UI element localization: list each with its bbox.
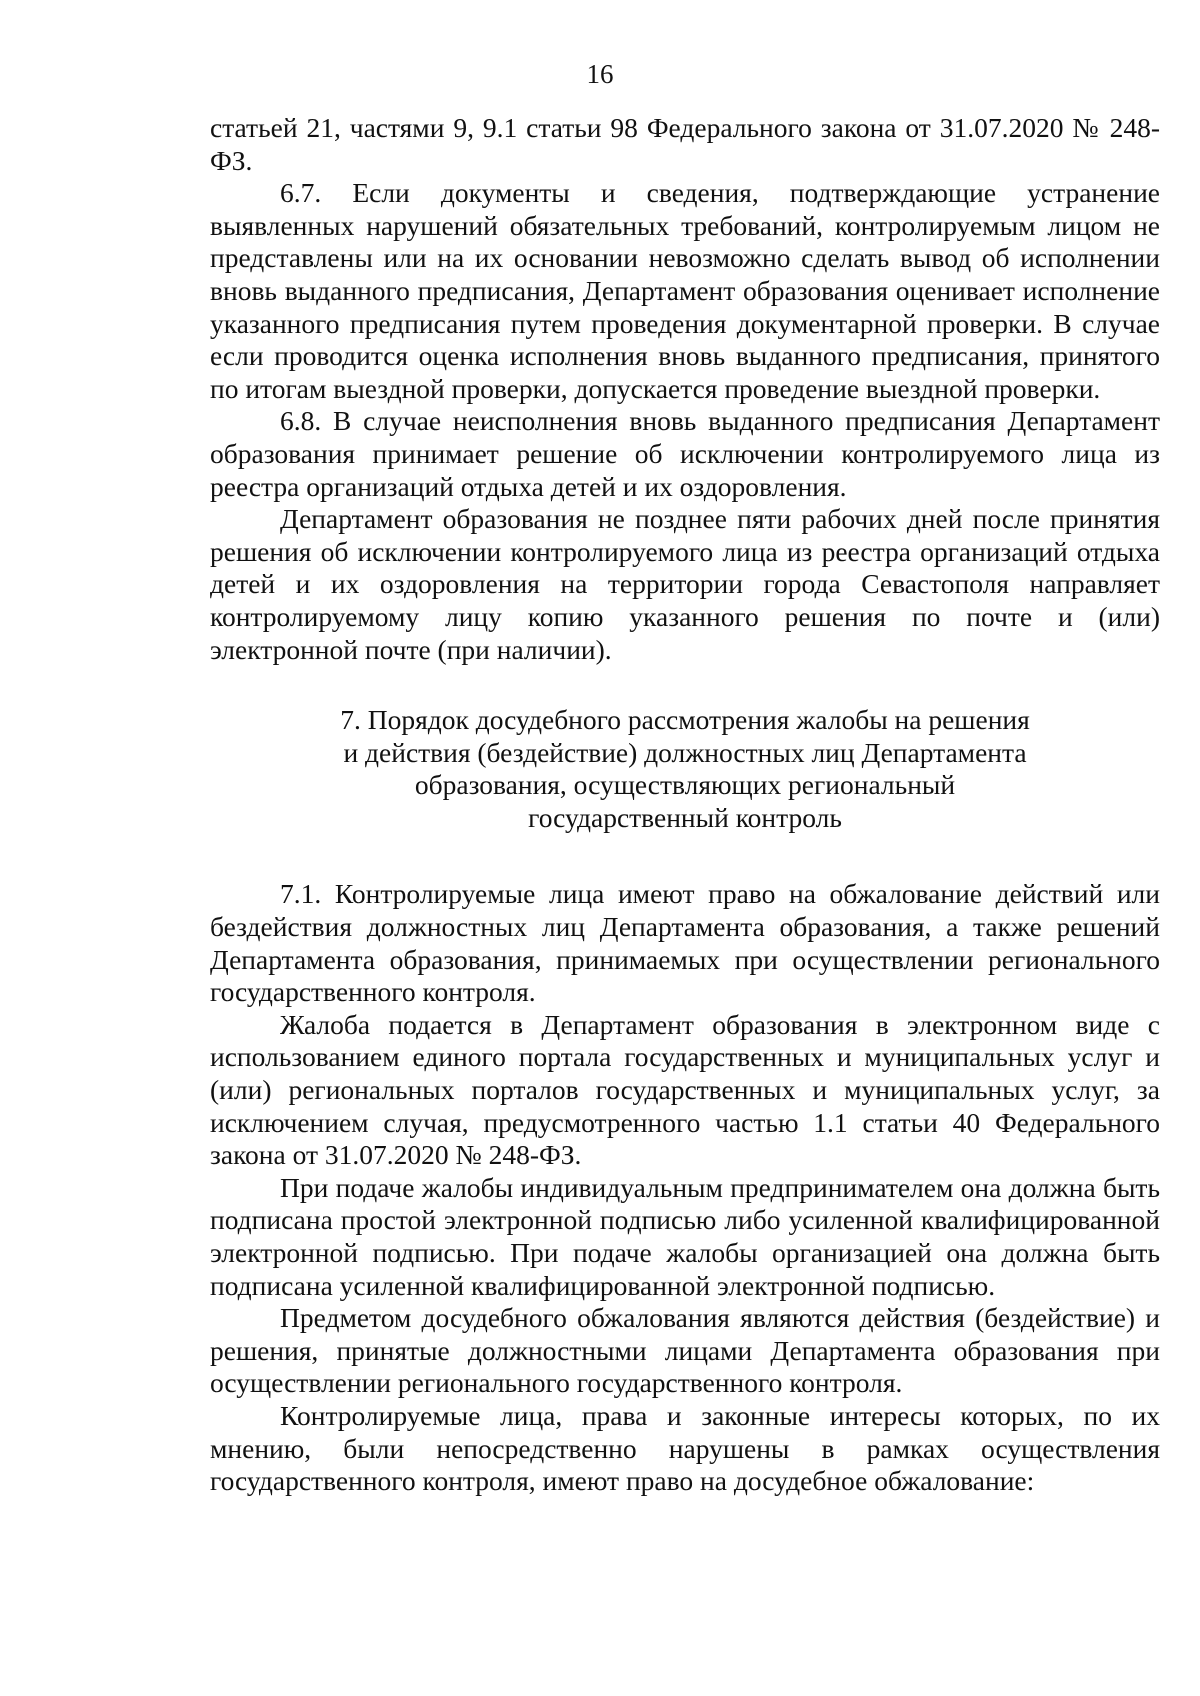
section-heading-line-3: образования, осуществляющих региональный: [414, 769, 956, 801]
section-7-heading: [210, 704, 1160, 834]
paragraph-appeal-rights: Контролируемые лица, права и законные интересы которых, по их мнению, были непосредственно нарушены в рамках осуществления государственного контроля, имеют право на досудебное обжалование:: [210, 1399, 1160, 1497]
paragraph-signature-requirements: При подаче жалобы индивидуальным предпринимателем она должна быть подписана простой электронной подписью либо усиленной квалифицированной электронной подписью. При подаче жалобы организацией она должна быть подписана усиленной квалифицированной электронной подписью.: [210, 1171, 1160, 1301]
paragraph-appeal-subject: Предметом досудебного обжалования являются действия (бездействие) и решения, принятые должностными лицами Департамента образования при осуществлении регионального государственного контроля.: [210, 1302, 1160, 1399]
paragraph-6-8: 6.8. В случае неисполнения вновь выданного предписания Департамент образования принимает решение об исключении контролируемого лица из реестра организаций отдыха детей и их оздоровления.: [210, 405, 1160, 502]
paragraph-7-1: 7.1. Контролируемые лица имеют право на обжалование действий или бездействия должностных лиц Департамента образования, а также решений Департамента образования, принимаемых при осуществлении регионального государственного контроля.: [210, 878, 1160, 1008]
paragraph-complaint-submission: Жалоба подается в Департамент образования в электронном виде с использованием единого портала государственных и муниципальных услуг и (или) региональных порталов государственных и муниципальных услуг, за исключением случая, предусмотренного частью 1.1 статьи 40 Федерального закона от 31.07.2020 № 248-ФЗ.: [210, 1008, 1160, 1171]
document-body: [210, 112, 1160, 1498]
paragraph-continuation: статьей 21, частями 9, 9.1 статьи 98 Федерального закона от 31.07.2020 № 248-ФЗ.: [210, 112, 1160, 176]
section-heading-line-2: и действия (бездействие) должностных лиц Департамента: [343, 736, 1027, 768]
paragraph-exclusion-notice: Департамент образования не позднее пяти рабочих дней после принятия решения об исключении контролируемого лица из реестра организаций отдыха детей и их оздоровления на территории города Севастополя направляет контролируемому лицу копию указанного решения по почте и (или) электронной почте (при наличии).: [210, 503, 1160, 665]
page-number: 16: [586, 59, 614, 89]
section-heading-line-1: 7. Порядок досудебного рассмотрения жалобы на решения: [340, 704, 1030, 736]
section-heading-line-4: государственный контроль: [528, 801, 842, 833]
paragraph-6-7: 6.7. Если документы и сведения, подтверждающие устранение выявленных нарушений обязательных требований, контролируемым лицом не представлены или на их основании невозможно сделать вывод об исполнении вновь выданного предписания, Департамент образования оценивает исполнение указанного предписания путем проведения документарной проверки. В случае если проводится оценка исполнения вновь выданного предписания, принятого по итогам выездной проверки, допускается проведение выездной проверки.: [210, 177, 1160, 404]
